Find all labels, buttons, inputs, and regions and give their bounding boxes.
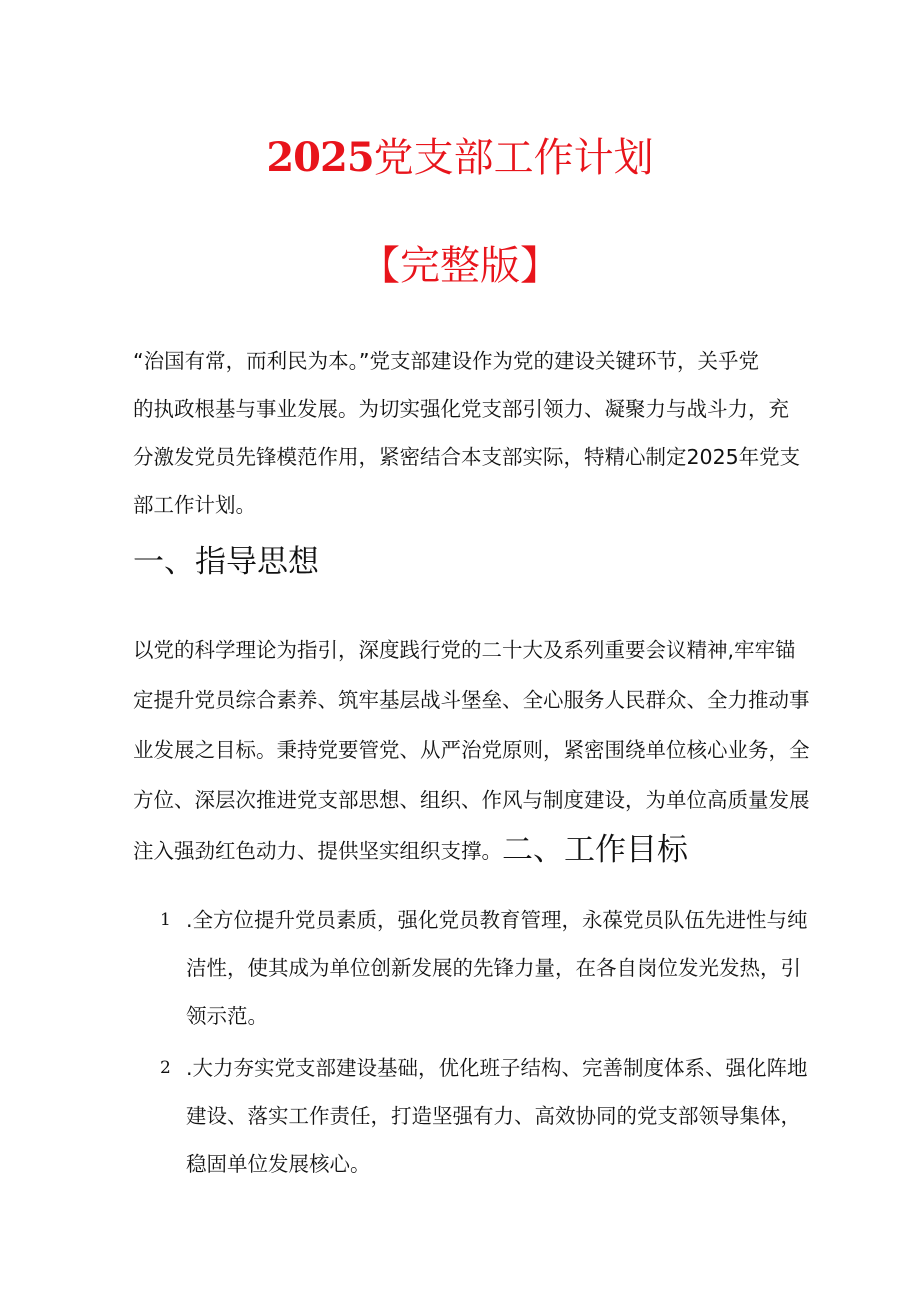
body-line: 业发展之目标。秉持党要管党、从严治党原则，紧密围绕单位核心业务，全 — [133, 738, 810, 762]
intro-line: 的执政根基与事业发展。为切实强化党支部引领力、凝聚力与战斗力，充 — [133, 397, 789, 421]
list-item-line: 洁性，使其成为单位创新发展的先锋力量，在各自岗位发光发热，引 — [186, 956, 801, 980]
section-heading-guiding-ideology: 一、指导思想 — [133, 544, 319, 580]
list-item-line: .大力夯实党支部建设基础，优化班子结构、完善制度体系、强化阵地 — [186, 1056, 808, 1080]
list-item — [160, 896, 820, 1040]
work-goals-list — [160, 896, 820, 1192]
intro-paragraph — [133, 337, 801, 529]
body-line-with-heading — [133, 825, 813, 876]
body-line: 注入强劲红色动力、提供坚实组织支撑。 — [133, 839, 502, 863]
body-line: 以党的科学理论为指引，深度践行党的二十大及系列重要会议精神,牢牢锚 — [133, 638, 796, 662]
list-item-line: 领示范。 — [186, 1004, 268, 1028]
intro-line: 部工作计划。 — [133, 493, 256, 517]
document-title — [0, 128, 920, 188]
body-line: 方位、深层次推进党支部思想、组织、作风与制度建设，为单位高质量发展 — [133, 788, 810, 812]
list-item-line: 建设、落实工作责任，打造坚强有力、高效协同的党支部领导集体， — [186, 1104, 801, 1128]
section-heading-work-goals: 二、工作目标 — [502, 832, 688, 868]
title-year: 2025 — [266, 134, 374, 181]
intro-line: “治国有常，而利民为本。”党支部建设作为党的建设关键环节，关乎党 — [133, 349, 759, 373]
body-line: 定提升党员综合素养、筑牢基层战斗堡垒、全心服务人民群众、全力推动事 — [133, 688, 810, 712]
document-subtitle: 【完整版】 — [360, 243, 560, 289]
list-item-number: 1 — [160, 910, 171, 930]
section-guiding-ideology-body — [133, 625, 813, 876]
title-text: 党支部工作计划 — [373, 135, 654, 181]
list-item — [160, 1044, 820, 1188]
list-item-number: 2 — [160, 1058, 171, 1078]
list-item-line: 稳固单位发展核心。 — [186, 1152, 371, 1176]
intro-line: 分激发党员先锋模范作用，紧密结合本支部实际，特精心制定2025年党支 — [133, 445, 801, 469]
list-item-line: .全方位提升党员素质，强化党员教育管理，永葆党员队伍先进性与纯 — [186, 908, 808, 932]
